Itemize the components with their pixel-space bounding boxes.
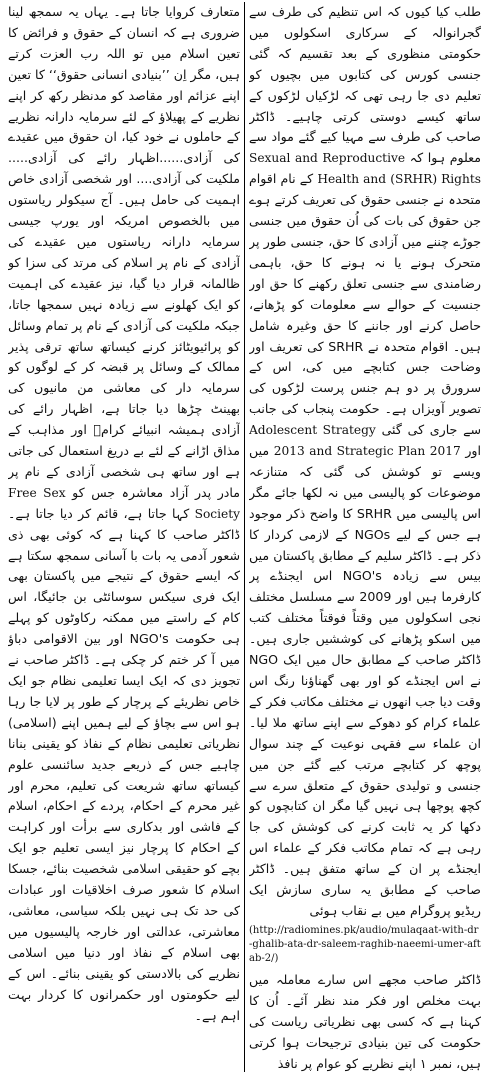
paragraph-text: متعارف کروایا جاتا ہے۔ یہاں یہ سمجھ لینا ضروری ہے کہ انسان کے حقوق و فرائض کا تعین اسلام میں تو اللہ رب العزت کرتے ہیں، مگر اِن ’’بنیادی انسانی حقوق‘‘ کا تعین اپنے عزائم اور مقاصد کو مدنظر رکھ کر اپنے نظریے کے پھیلاؤ کے لئے سرمایہ دارانہ نظریے کے حاملوں نے خود کیا، ان حقوق میں عقیدے کی آزادی......اظہار رائے کی آزادی..... ملکیت کی آزادی.... اور شخصی آزادی خاص اہمیت کی حامل ہیں۔ آج سیکولر ریاستوں میں بالخصوص امریکہ اور یورپ جیسی سرمایہ دارانہ ریاستوں میں عقیدے کی آزادی کے نام پر اسلام کی مرتد کی سزا کو ظالمانہ قرار دیا گیا، نیز عقیدے کی اہمیت کو ایک کھلونے سے زیادہ نہیں سمجھا جاتا، جبکہ ملکیت کی آزادی کے نام پر تمام وسائل کو پرائیویٹائز کرنے کیساتھ ساتھ ترقی پذیر ممالک کے وسائل پر قبضہ کر کے لوگوں کو سرمایہ دار کی معاشی من مانیوں کی بھینٹ چڑھا دیا جاتا ہے، اظہار رائے کی آزادی ہمیشہ انبیائے کرامؑ اور مذاہب کے مذاق اڑانے کے لئے بے دریغ استعمال کی جاتی ہے اور ساتھ ہی شخصی آزادی کے نام پر مادر پدر آزاد معاشرہ جس کو: [8, 4, 241, 500]
article-paragraph: [8, 2, 240, 1026]
column-divider: [244, 2, 245, 1072]
left-column: [8, 2, 240, 1072]
source-url-link[interactable]: (http://radiomines.pk/audio/mulaqaat-with-dr-ghalib-ata-dr-saleem-raghib-naeemi-umer-aftab-2/): [249, 924, 481, 964]
english-term: Free Sex Society: [8, 485, 241, 521]
english-term: (SRHR) Rights: [390, 172, 481, 187]
paragraph-text: کہا جاتا ہے، قائم کر دیا جاتا ہے۔ ڈاکٹر صاحب کا کہنا ہے کہ کوئی بھی ذی شعور آدمی یہ بات با آسانی سمجھ سکتا ہے کہ ایسے حقوق کے نتیجے میں پاکستان بھی ایک فری سیکس سوسائٹی بن جائیگا، اس کام کے راستے میں ممکنہ رکاوٹوں کو پہلے ہی حکومت NGO's اور بین الاقوامی دباؤ میں آ کر ختم کر چکی ہے۔ ڈاکٹر صاحب نے تجویز دی کہ ایک ایسا تعلیمی نظام جو ایک خاص نظریئے کے پرچار کے طور پر لایا جا رہا ہو اس سے بچاؤ کے لیے ہمیں اپنے (اسلامی) نظریاتی تعلیمی نظام کے نفاذ کو یقینی بنانا چاہیے جس کے ذریعے جدید سائنسی علوم کیساتھ ساتھ شریعت کی تعلیم، محرم اور غیر محرم کے احکام، پردے کے احکام، اسلام کے فاشی اور بدکاری سے برأت اور کراہت کے احکام کا پرچار نیز ایسی تعلیم جو ایک بچے کو حقیقی اسلامی شخصیت بنائے، جسکا اسلام کا شعور صرف اخلاقیات اور عبادات کی حد تک ہی نہیں بلکہ سیاسی، معاشی، معاشرتی، عدالتی اور خارجہ پالیسیوں میں بھی اسلام کے نفاذ اور دنیا میں اسلامی نظریے کی بالادستی کو یقینی بنائے۔ اس کے لیے حکومتوں اور حکمرانوں کا کردار بہت اہم ہے۔: [8, 505, 241, 1023]
right-column: [249, 2, 481, 1072]
english-term: Adolescent Strategy: [249, 423, 376, 438]
english-term: 2013 and Strategic Plan 2017: [273, 444, 461, 459]
article-paragraph: [249, 970, 481, 1072]
english-term: Sexual and Reproductive Health and: [249, 151, 406, 187]
paragraph-text: کے نام اقوام متحدہ نے جنسی حقوق کی تعریف کرتے ہوے جن حقوق کی بات کی اُن حقوق میں جنسی جوڑے چننے میں آزادی کا حق، جنسی طور پر متحرک ہونے یا نہ ہونے کا حق، باہمی رضامندی سے جنسی تعلق رکھنے کا حق اور جنسیت کے حوالے سے معلومات کو پڑھانے، حاصل کرنے اور جاننے کا حق وغیرہ شامل ہیں۔ اقوام متحدہ نے SRHR کی تعریف اور وضاحت جس کتابچے میں کی، اس کے سرورق پر دو ہم جنس پرست لڑکوں کی تصویر آویزاں ہے۔ حکومت پنجاب کی جانب سے جاری کی گئی: [249, 171, 481, 438]
paragraph-text: طلب کیا کیوں کہ اس تنظیم کی طرف سے گجرانوالہ کے سرکاری اسکولوں میں حکومتی منظوری کے بعد تقسیم کہ گئی جنسی کورس کی کتابوں میں بچیوں کو تعلیم دی جا رہی تھی کہ لڑکیاں لڑکوں کے ساتھ کیسے دوستی کرتی چاہیے۔ ڈاکٹر صاحب کی طرف سے مہیا کیے گئے مواد سے معلوم ہوا کہ: [249, 4, 481, 166]
paragraph-text: میں ویسے تو کوشش کی گئی کہ متنازعہ موضوعات کو پالیسی میں نہ لکھا جائے مگر اس پالیسی میں SRHR کا واضح ذکر موجود ہے جس کے لیے NGOs کے لازمی کردار کا ذکر ہے۔ ڈاکٹر سلیم کے مطابق پاکستان میں بیس سے زیادہ NGO's اس ایجنڈے پر کارفرما ہیں اور 2009 سے مسلسل مختلف نجی اسکولوں میں وقتاً فوقتاً مختلف کتب میں اسکو پڑھانے کی کوششیں جاری ہیں۔ ڈاکٹر صاحب کے مطابق حال میں ایک NGO نے اس ایجنڈے کو اور بھی گھناؤنا رنگ اس وقت دیا جب انھوں نے مختلف مکاتب فکر کے علماء کرام کو دھوکے سے اپنے ساتھ ملا لیا۔ ان علماء سے فقہی نوعیت کے چند سوال پوچھ کر کتابچے مرتب کیے گئے جن میں جنسی و تولیدی حقوق کے متعلق سرے سے کچھ پوچھا ہی نہیں گیا مگر ان کتابچوں کو دکھا کر یہ ثابت کرنے کی کوشش کی جا رہی ہے کہ تمام مکاتب فکر کے علماء اس ایجنڈے پر ان کے ساتھ متفق ہیں۔ ڈاکٹر صاحب کے مطابق یہ ساری سازش ایک ریڈیو پروگرام میں بے نقاب ہوئی: [249, 443, 481, 918]
paragraph-text: ڈاکٹر صاحب مجھے اس سارے معاملہ میں بہت مخلص اور فکر مند نظر آئے۔ اُن کا کہنا ہے کہ کسی بھی نظریاتی ریاست کی حکومت کی تین بنیادی ترجیحات ہوا کرتی ہیں، نمبر ۱ اپنے نظریے کو عوام پر نافذ: [249, 971, 481, 1071]
paragraph-text: اور: [465, 443, 481, 459]
article-paragraph: [249, 2, 481, 922]
two-column-layout: [8, 2, 481, 1072]
